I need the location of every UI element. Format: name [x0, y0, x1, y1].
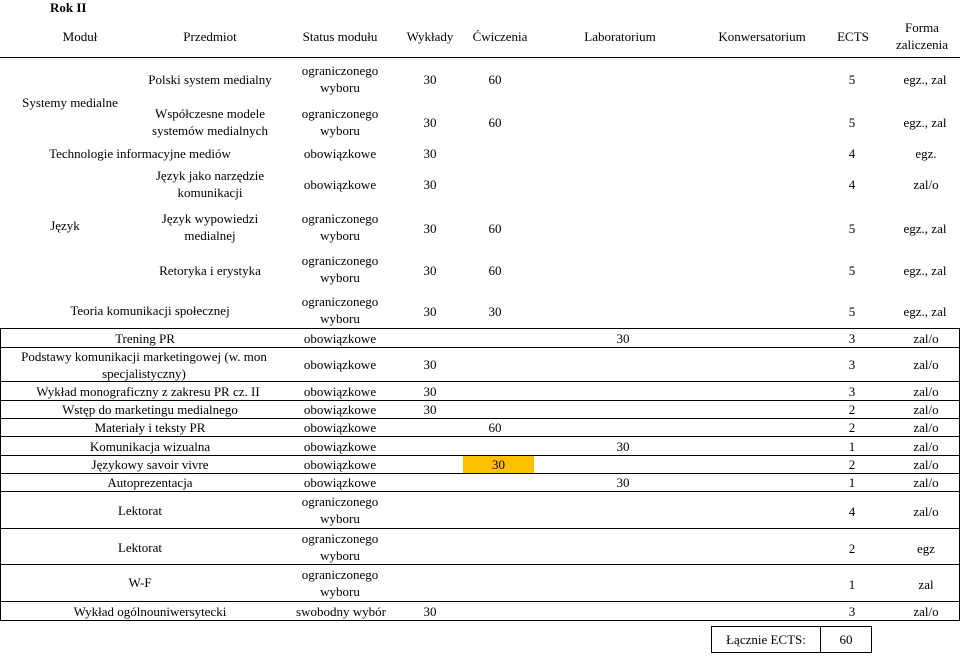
subject-komunikacja-wizualna: Komunikacja wizualna [89, 438, 211, 454]
wyklady-teoria-komunikacji: 30 [423, 303, 437, 319]
module-jezyk: Język [50, 217, 80, 233]
module-systemy-medialne: Systemy medialne [22, 94, 118, 110]
ects-retoryka: 5 [848, 262, 856, 278]
ects-wf: 1 [848, 576, 856, 592]
wyklady-podstawy-komunikacji: 30 [423, 357, 437, 372]
total-box-line [871, 626, 872, 653]
ects-savoir-vivre: 2 [848, 457, 856, 472]
subject-lektorat-2: Lektorat [117, 539, 163, 555]
status-podstawy-komunikacji: obowiązkowe [303, 357, 377, 372]
forma-autoprezentacja: zal/o [913, 475, 939, 490]
laboratorium-materialy-teksty: 60 [488, 420, 502, 435]
header-konwersatorium: Konwersatorium [718, 28, 806, 44]
status-wyklad-ogolnouniwersytecki: swobodny wybór [296, 603, 386, 619]
row-line [0, 564, 960, 565]
subject-savoir-vivre: Językowy savoir vivre [91, 457, 209, 472]
status-wspolczesne-modele: ograniczonego wyboru [301, 106, 379, 138]
forma-komunikacja-wizualna: zal/o [913, 438, 939, 454]
header-laboratorium: Laboratorium [584, 28, 656, 44]
total-label: Łącznie ECTS: [726, 632, 806, 647]
wyklady-jezyk-narzedzie: 30 [423, 176, 437, 192]
forma-wyklad-ogolnouniwersytecki: zal/o [913, 603, 939, 619]
cwiczenia-wspolczesne-modele: 60 [488, 114, 502, 130]
ects-jezyk-wypowiedzi: 5 [848, 220, 856, 236]
forma-retoryka: egz., zal [903, 262, 947, 278]
ects-autoprezentacja: 1 [848, 475, 856, 490]
ects-trening-pr: 3 [848, 330, 856, 346]
header-modul: Moduł [62, 28, 98, 44]
forma-teoria-komunikacji: egz., zal [903, 303, 947, 319]
wyklady-technologie: 30 [423, 145, 437, 161]
subject-autoprezentacja: Autoprezentacja [107, 475, 193, 490]
ects-wyklad-monograficzny: 3 [848, 383, 856, 399]
ects-teoria-komunikacji: 5 [848, 303, 856, 319]
status-technologie: obowiązkowe [303, 145, 377, 161]
konwersatorium-autoprezentacja: 30 [616, 475, 630, 490]
ects-wspolczesne-modele: 5 [848, 114, 856, 130]
status-wf: ograniczonego wyboru [301, 567, 379, 599]
ects-podstawy-komunikacji: 3 [848, 357, 856, 372]
ects-materialy-teksty: 2 [848, 420, 856, 435]
cwiczenia-teoria-komunikacji: 30 [488, 303, 502, 319]
ects-lektorat-1: 4 [848, 503, 856, 519]
ects-jezyk-narzedzie: 4 [848, 176, 856, 192]
status-savoir-vivre: obowiązkowe [303, 457, 377, 472]
forma-wf: zal [918, 576, 934, 592]
forma-wspolczesne-modele: egz., zal [903, 114, 947, 130]
col-line-left [0, 328, 1, 620]
status-materialy-teksty: obowiązkowe [303, 420, 377, 435]
forma-savoir-vivre: zal/o [913, 457, 939, 472]
wyklady-jezyk-wypowiedzi: 30 [423, 220, 437, 236]
subject-technologie: Technologie informacyjne mediów [49, 145, 231, 161]
forma-polski-system: egz., zal [903, 71, 947, 87]
total-value: 60 [839, 632, 853, 647]
subject-materialy-teksty: Materiały i teksty PR [94, 420, 206, 435]
forma-wyklad-monograficzny: zal/o [913, 383, 939, 399]
ects-wstep-marketingu: 2 [848, 402, 856, 417]
forma-materialy-teksty: zal/o [913, 420, 939, 435]
forma-technologie: egz. [915, 145, 937, 161]
header-wyklady: Wykłady [406, 28, 454, 44]
status-jezyk-narzedzie: obowiązkowe [303, 176, 377, 192]
forma-podstawy-komunikacji: zal/o [913, 357, 939, 372]
status-lektorat-2: ograniczonego wyboru [301, 530, 379, 563]
forma-jezyk-narzedzie: zal/o [913, 176, 939, 192]
status-teoria-komunikacji: ograniczonego wyboru [301, 294, 379, 326]
status-wyklad-monograficzny: obowiązkowe [303, 383, 377, 399]
konwersatorium-komunikacja-wizualna: 30 [616, 438, 630, 454]
status-trening-pr: obowiązkowe [303, 330, 377, 346]
forma-jezyk-wypowiedzi: egz., zal [903, 220, 947, 236]
subject-teoria-komunikacji: Teoria komunikacji społecznej [70, 302, 230, 318]
header-przedmiot: Przedmiot [183, 28, 237, 44]
cwiczenia-retoryka: 60 [488, 262, 502, 278]
ects-wyklad-ogolnouniwersytecki: 3 [848, 603, 856, 619]
row-line [0, 528, 960, 529]
ects-lektorat-2: 2 [848, 540, 856, 556]
header-status: Status modułu [302, 28, 378, 44]
ects-komunikacja-wizualna: 1 [848, 438, 856, 454]
ects-polski-system: 5 [848, 71, 856, 87]
wyklady-retoryka: 30 [423, 262, 437, 278]
subject-wspolczesne-modele: Współczesne modele systemów medialnych [152, 106, 268, 138]
year-label: Rok II [50, 0, 87, 15]
status-polski-system: ograniczonego wyboru [301, 63, 379, 95]
header-forma: Forma zaliczenia [896, 20, 948, 52]
cwiczenia-jezyk-wypowiedzi: 60 [488, 220, 502, 236]
header-divider [0, 57, 960, 58]
konwersatorium-trening-pr: 30 [616, 330, 630, 346]
subject-trening-pr: Trening PR [115, 330, 175, 346]
subject-retoryka: Retoryka i erystyka [159, 262, 261, 278]
subject-jezyk-wypowiedzi: Język wypowiedzi medialnej [161, 211, 259, 243]
subject-wyklad-ogolnouniwersytecki: Wykład ogólnouniwersytecki [73, 603, 227, 619]
status-retoryka: ograniczonego wyboru [301, 253, 379, 285]
wyklady-wspolczesne-modele: 30 [423, 114, 437, 130]
cwiczenia-polski-system: 60 [488, 71, 502, 87]
forma-lektorat-1: zal/o [913, 503, 939, 519]
subject-podstawy-komunikacji: Podstawy komunikacji marketingowej (w. mon specjalistyczny) [21, 348, 267, 381]
header-cwiczenia: Ćwiczenia [472, 28, 528, 44]
row-line [0, 491, 960, 492]
subject-lektorat-1: Lektorat [117, 502, 163, 518]
subject-jezyk-narzedzie: Język jako narzędzie komunikacji [155, 168, 265, 200]
wyklady-polski-system: 30 [423, 71, 437, 87]
wyklady-wyklad-ogolnouniwersytecki: 30 [423, 603, 437, 619]
wyklady-wstep-marketingu: 30 [423, 402, 437, 417]
forma-trening-pr: zal/o [913, 330, 939, 346]
subject-polski-system: Polski system medialny [148, 71, 272, 87]
subject-wstep-marketingu: Wstęp do marketingu medialnego [62, 402, 238, 417]
wyklady-wyklad-monograficzny: 30 [423, 383, 437, 399]
subject-wyklad-monograficzny: Wykład monograficzny z zakresu PR cz. II [36, 383, 260, 399]
status-wstep-marketingu: obowiązkowe [303, 402, 377, 417]
forma-wstep-marketingu: zal/o [913, 402, 939, 417]
laboratorium-savoir-vivre: 30 [463, 456, 534, 473]
status-jezyk-wypowiedzi: ograniczonego wyboru [301, 211, 379, 243]
header-ects: ECTS [837, 28, 869, 44]
status-komunikacja-wizualna: obowiązkowe [303, 438, 377, 454]
row-line [0, 620, 960, 621]
ects-technologie: 4 [848, 145, 856, 161]
status-lektorat-1: ograniczonego wyboru [301, 494, 379, 526]
total-box-line [711, 652, 872, 653]
status-autoprezentacja: obowiązkowe [303, 475, 377, 490]
forma-lektorat-2: egz [916, 540, 936, 556]
subject-wf: W-F [128, 574, 152, 590]
